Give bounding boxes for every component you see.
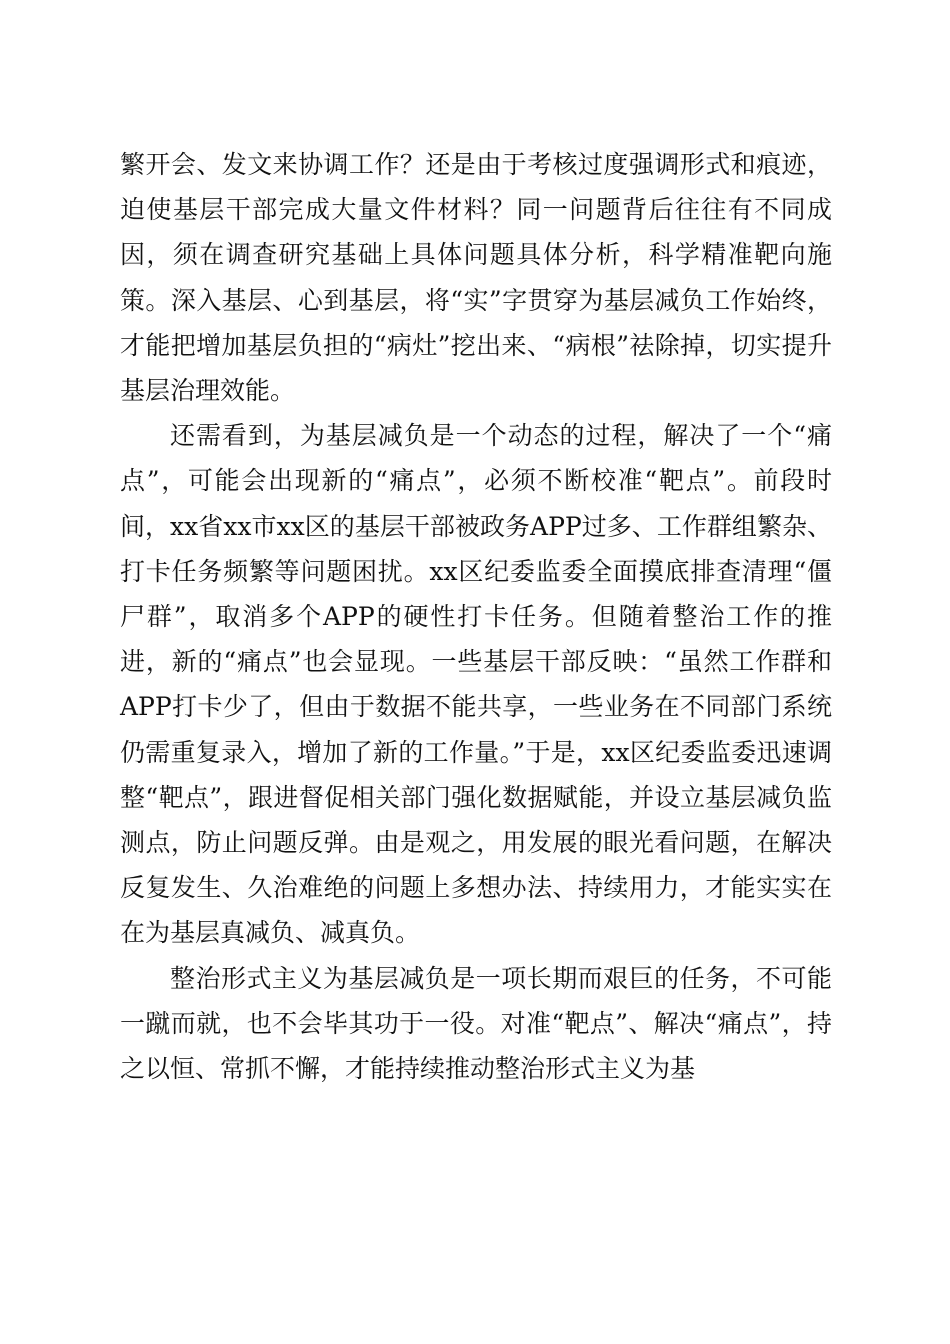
document-body [120, 142, 832, 1091]
paragraph-dynamic-process: 还需看到，为基层减负是一个动态的过程，解决了一个“痛点”，可能会出现新的“痛点”，必须不断校准“靶点”。前段时间，xx省xx市xx区的基层干部被政务APP过多、工作群组繁杂、打卡任务频繁等问题困扰。xx区纪委监委全面摸底排查清理“僵尸群”，取消多个APP的硬性打卡任务。但随着整治工作的推进，新的“痛点”也会显现。一些基层干部反映：“虽然工作群和APP打卡少了，但由于数据不能共享，一些业务在不同部门系统仍需重复录入，增加了新的工作量。”于是，xx区纪委监委迅速调整“靶点”，跟进督促相关部门强化数据赋能，并设立基层减负监测点，防止问题反弹。由是观之，用发展的眼光看问题，在解决反复发生、久治难绝的问题上多想办法、持续用力，才能实实在在为基层真减负、减真负。 [120, 421, 832, 948]
paragraph-continued: 繁开会、发文来协调工作？还是由于考核过度强调形式和痕迹，迫使基层干部完成大量文件材料？同一问题背后往往有不同成因，须在调查研究基础上具体问题具体分析，科学精准靶向施策。深入基层、心到基层，将“实”字贯穿为基层减负工作始终，才能把增加基层负担的“病灶”挖出来、“病根”祛除掉，切实提升基层治理效能。 [120, 150, 832, 406]
paragraph-long-term-task: 整治形式主义为基层减负是一项长期而艰巨的任务，不可能一蹴而就，也不会毕其功于一役。对准“靶点”、解决“痛点”，持之以恒、常抓不懈，才能持续推动整治形式主义为基 [120, 963, 832, 1084]
